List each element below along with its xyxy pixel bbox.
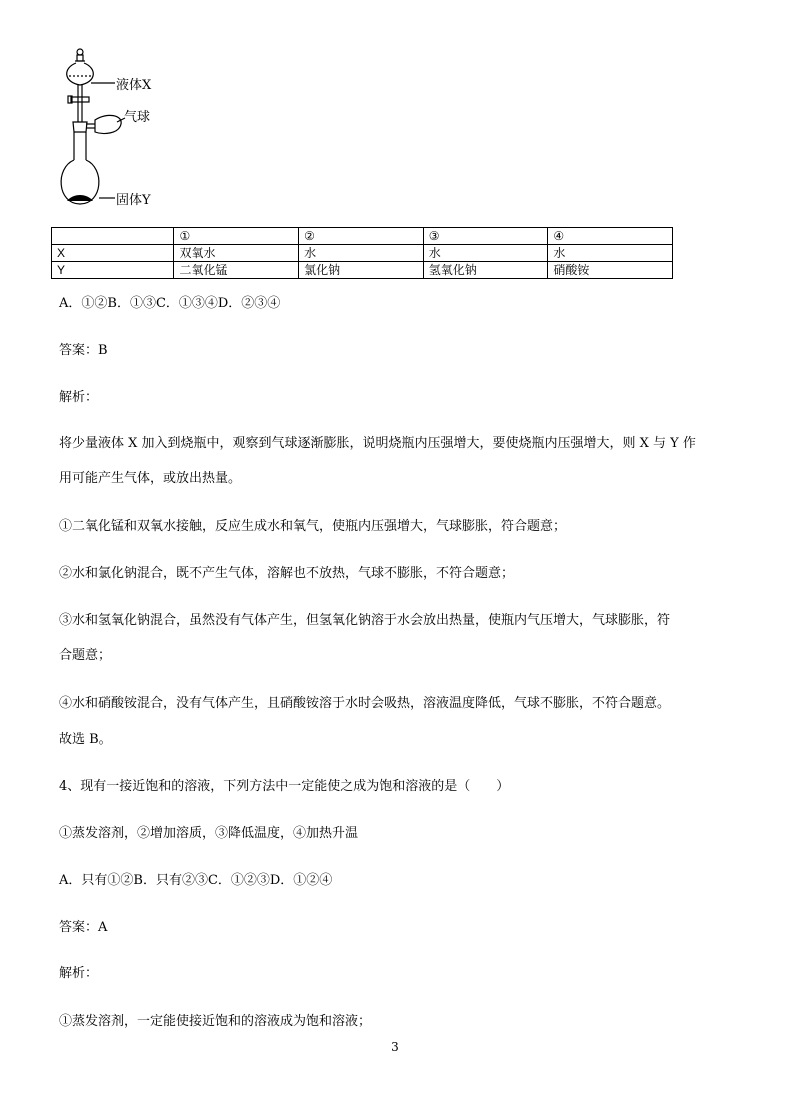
q4-question: 4、现有一接近饱和的溶液，下列方法中一定能使之成为饱和溶液的是（ ） — [59, 779, 510, 794]
q3-analysis-line: 用可能产生气体，或放出热量。 — [59, 471, 242, 486]
table-cell: X — [52, 245, 174, 262]
q3-analysis-line: 将少量液体 X 加入到烧瓶中，观察到气球逐渐膨胀，说明烧瓶内压强增大，要使烧瓶内压强增大，则 X 与 Y 作 — [59, 436, 696, 451]
q3-analysis-label: 解析： — [59, 390, 99, 405]
table-cell: 双氧水 — [174, 245, 299, 262]
q3-analysis-line: ④水和硝酸铵混合，没有气体产生，且硝酸铵溶于水时会吸热，溶液温度降低，气球不膨胀，不符合题意。 — [59, 696, 671, 711]
q4-analysis-label: 解析： — [59, 966, 99, 981]
q3-analysis-line: 合题意； — [59, 648, 112, 663]
q3-answer: 答案：B — [59, 343, 108, 358]
table-row — [52, 245, 673, 262]
table-cell: 硝酸铵 — [548, 262, 673, 279]
q4-analysis-line: ①蒸发溶剂，一定能使接近饱和的溶液成为饱和溶液； — [59, 1014, 372, 1029]
page-number: 3 — [391, 1040, 399, 1054]
label-balloon: 气球 — [124, 110, 151, 125]
table-cell: 氯化钠 — [299, 262, 424, 279]
reagent-table — [51, 227, 673, 279]
table-cell: 水 — [299, 245, 424, 262]
q3-analysis-line: 故选 B。 — [59, 732, 112, 747]
q4-options: A．只有①②B．只有②③C．①②③D．①②④ — [59, 873, 333, 888]
table-cell: ③ — [423, 228, 548, 245]
table-cell: 二氧化锰 — [174, 262, 299, 279]
table-row — [52, 262, 673, 279]
q4-answer: 答案：A — [59, 920, 108, 935]
table-cell: ① — [174, 228, 299, 245]
q4-methods: ①蒸发溶剂，②增加溶质，③降低温度，④加热升温 — [59, 826, 359, 841]
table-row — [52, 228, 673, 245]
table-cell: ④ — [548, 228, 673, 245]
q3-analysis-line: ①二氧化锰和双氧水接触，反应生成水和氧气，使瓶内压强增大，气球膨胀，符合题意； — [59, 519, 567, 534]
label-liquid-x: 液体X — [116, 78, 152, 93]
q3-analysis-line: ②水和氯化钠混合，既不产生气体，溶解也不放热，气球不膨胀，不符合题意； — [59, 566, 515, 581]
label-solid-y: 固体Y — [116, 193, 151, 208]
table-cell: 水 — [548, 245, 673, 262]
table-cell — [52, 228, 174, 245]
table-cell: 氢氧化钠 — [423, 262, 548, 279]
table-cell: Y — [52, 262, 174, 279]
table-cell: 水 — [423, 245, 548, 262]
q3-analysis-line: ③水和氢氧化钠混合，虽然没有气体产生，但氢氧化钠溶于水会放出热量，使瓶内气压增大，气球膨胀，符 — [59, 613, 671, 628]
table-cell: ② — [299, 228, 424, 245]
apparatus-figure — [55, 40, 175, 215]
q3-options: A．①②B．①③C．①③④D．②③④ — [59, 296, 281, 311]
